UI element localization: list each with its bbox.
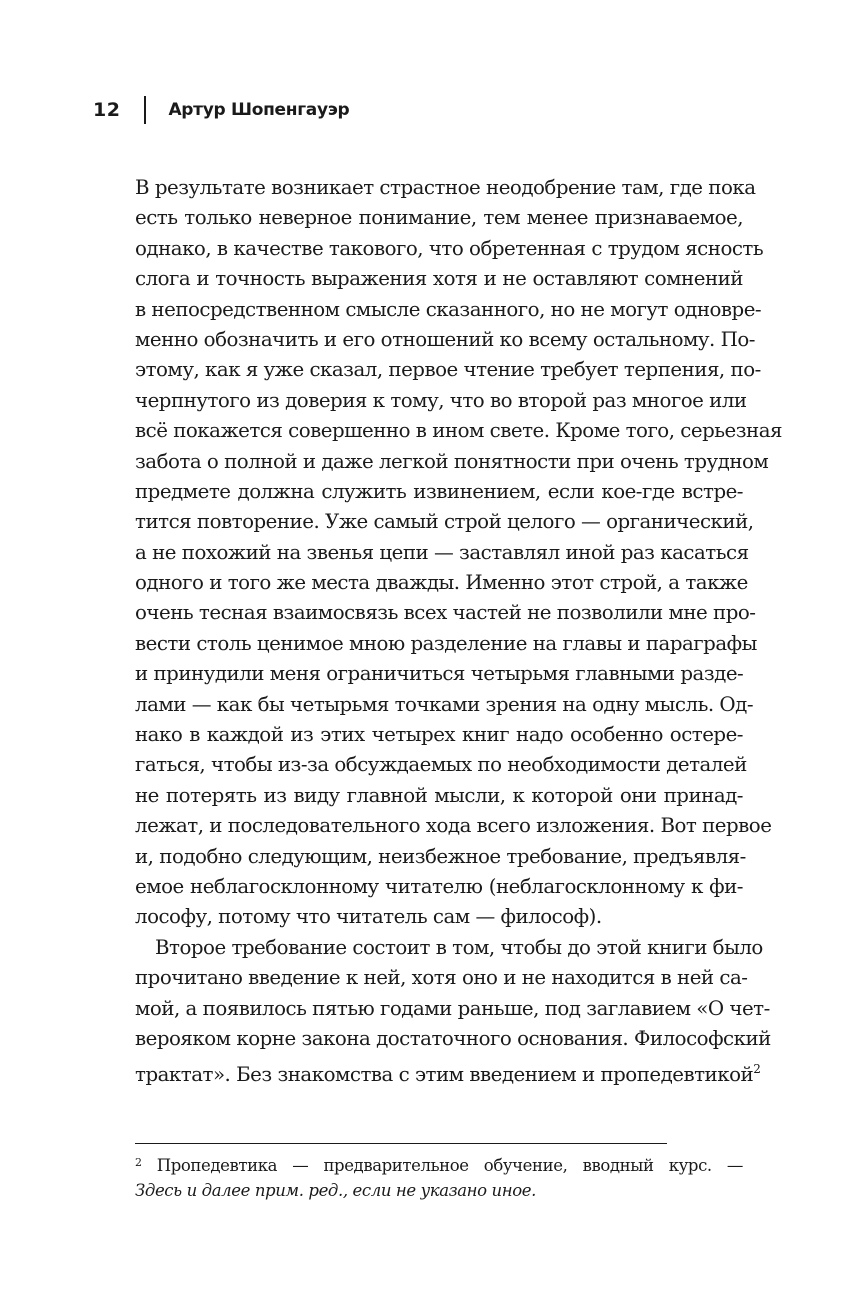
- text-line: всё покажется совершенно в ином свете. Кроме того, серьезная: [135, 419, 782, 443]
- footnote-line: [135, 1150, 743, 1178]
- text-line: вести столь ценимое мною разделение на главы и параграфы: [135, 631, 757, 655]
- running-title: Артур Шопенгауэр: [168, 100, 350, 120]
- text-line: есть только неверное понимание, тем менее признаваемое,: [135, 206, 743, 230]
- text-line: лами — как бы четырьмя точками зрения на одну мысль. Од-: [135, 692, 754, 716]
- text-line: этому, как я уже сказал, первое чтение требует терпения, по-: [135, 358, 761, 382]
- text-line: гаться, чтобы из-за обсуждаемых по необходимости деталей: [135, 753, 747, 777]
- text-line: прочитано введение к ней, хотя оно и не находится в ней са-: [135, 966, 748, 990]
- text-line: в непосредственном смысле сказанного, но не могут одновре-: [135, 297, 762, 321]
- footnote-reference[interactable]: 2: [753, 1062, 761, 1077]
- footnote-text: Пропедевтика — предварительное обучение, вводный курс. —: [156, 1156, 743, 1175]
- text-line: предмете должна служить извинением, если кое-где встре-: [135, 479, 743, 503]
- text-line: а не похожий на звенья цепи — заставлял иной раз касаться: [135, 540, 749, 564]
- footnote-marker: 2: [135, 1156, 142, 1169]
- text-line: слога и точность выражения хотя и не оставляют сомнений: [135, 267, 743, 291]
- text-line: черпнутого из доверия к тому, что во второй раз многое или: [135, 388, 747, 412]
- text-line: тится повторение. Уже самый строй целого — органический,: [135, 510, 754, 534]
- footnote: [135, 1150, 743, 1203]
- body-text: [135, 173, 782, 1087]
- text-line: и, подобно следующим, неизбежное требование, предъявля-: [135, 844, 746, 868]
- text-line: забота о полной и даже легкой понятности при очень трудном: [135, 449, 769, 473]
- text-line: лежат, и последовательного хода всего изложения. Вот первое: [135, 814, 772, 838]
- text-line: трактат». Без знакомства с этим введением и пропедевтикой: [135, 1063, 754, 1087]
- text-line: мой, а появилось пятью годами раньше, под заглавием «О чет-: [135, 996, 770, 1020]
- text-line: емое неблагосклонному читателю (неблагосклонному к фи-: [135, 874, 743, 898]
- text-line: лософу, потому что читатель сам — философ).: [135, 905, 602, 929]
- header-divider: [144, 96, 146, 124]
- text-line: Второе требование состоит в том, чтобы до этой книги было: [155, 935, 763, 959]
- page-number: 12: [93, 99, 121, 121]
- text-line: однако, в качестве такового, что обретенная с трудом ясность: [135, 236, 764, 260]
- running-head: [93, 96, 349, 124]
- text-line: и принудили меня ограничиться четырьмя главными разде-: [135, 662, 744, 686]
- text-line: менно обозначить и его отношений ко всему остальному. По-: [135, 327, 755, 351]
- footnote-divider: [135, 1143, 667, 1144]
- text-line: В результате возникает страстное неодобрение там, где пока: [135, 176, 756, 199]
- text-line: нако в каждой из этих четырех книг надо особенно остере-: [135, 723, 743, 747]
- text-line-with-footnote-ref: [135, 1054, 761, 1087]
- text-line: не потерять из виду главной мысли, к которой они принад-: [135, 783, 743, 807]
- text-line: одного и того же места дважды. Именно этот строй, а также: [135, 571, 748, 595]
- text-line: вероякoм корне закона достаточного основания. Философский: [135, 1026, 771, 1050]
- text-line: очень тесная взаимосвязь всех частей не позволили мне про-: [135, 601, 756, 625]
- footnote-note: Здесь и далее прим. ред., если не указано иное.: [135, 1181, 536, 1200]
